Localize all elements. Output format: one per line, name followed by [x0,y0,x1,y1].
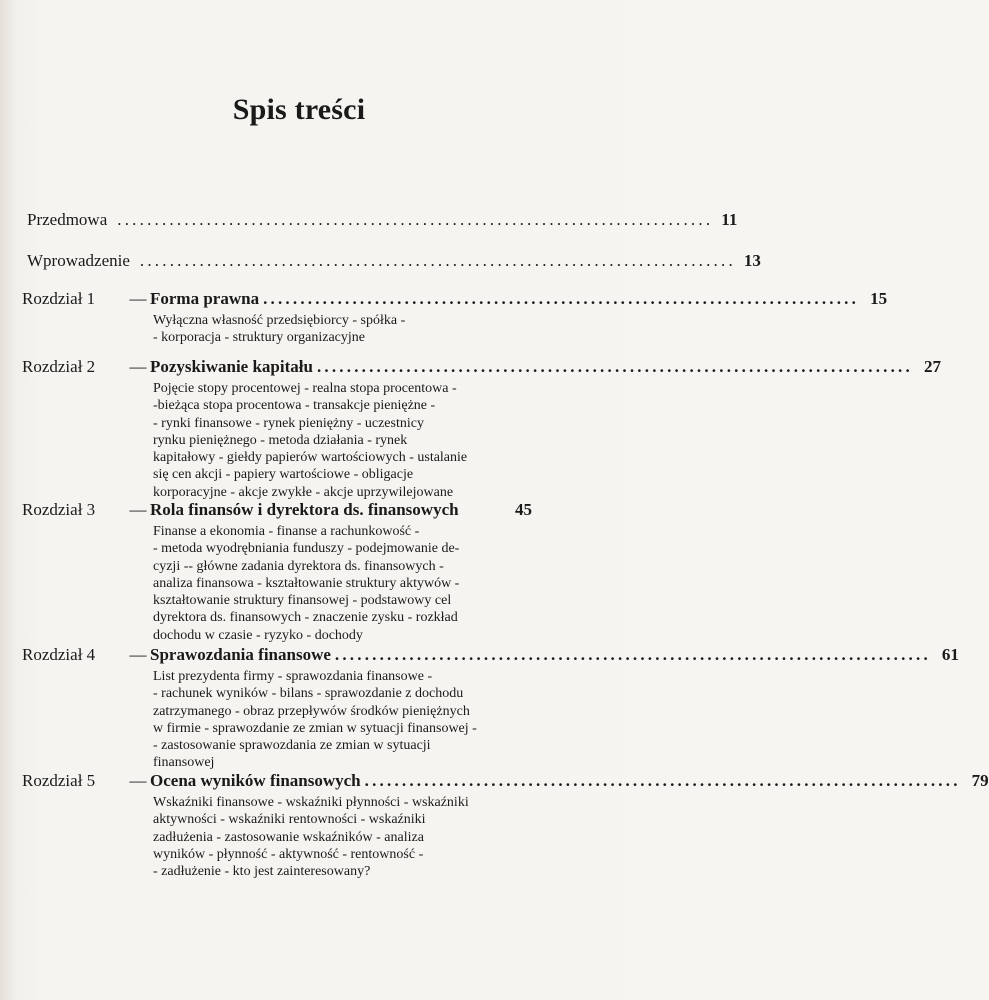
chapter-page: 27 [923,357,941,376]
toc-chapter-5 [22,771,989,880]
description-line: -bieżąca stopa procentowa - transakcje pieniężne - [153,398,436,414]
leader-dots: ................................................................................ [117,210,714,229]
description-line: zadłużenia - zastosowanie wskaźników - analiza [153,829,424,845]
chapter-description [153,380,499,501]
description-line: - zastosowanie sprawozdania ze zmian w sytuacji [153,738,431,754]
description-line: - metoda wyodrębniania funduszy - podejmowanie de- [153,541,460,557]
description-line: dyrektora ds. finansowych - znaczenie zysku - rozkład [153,610,458,626]
leader-dots: ................................................................................ [263,289,860,308]
description-line: Pojęcie stopy procentowej - realna stopa procentowa - [153,381,457,396]
description-line: wyników - płynność - aktywność - rentowność - [153,846,424,862]
description-line: w firmie - sprawozdanie ze zmian w sytuacji finansowej - [153,720,477,736]
description-line: finansowej [153,755,215,771]
description-line: - rachunek wyników - bilans - sprawozdanie z dochodu [153,686,464,702]
description-line: się cen akcji - papiery wartościowe - obligacje [153,467,414,483]
toc-chapter-2 [22,357,941,501]
chapter-title: Ocena wyników finansowych [150,771,361,790]
description-line: - korporacja - struktury organizacyjne [153,330,365,346]
chapter-dash: — [129,289,147,308]
toc-entry-przedmowa [27,210,738,230]
chapter-description [153,523,499,644]
chapter-title: Forma prawna [150,289,260,308]
description-line: Wskaźniki finansowe - wskaźniki płynności - wskaźniki [153,795,469,810]
description-line: Finanse a ekonomia - finanse a rachunkowość - [153,524,420,539]
entry-page: 13 [743,251,761,270]
description-line: kapitałowy - giełdy papierów wartościowych - ustalanie [153,450,468,466]
entry-label: Wprowadzenie [27,251,130,270]
chapter-description [153,794,499,880]
description-line: zatrzymanego - obraz przepływów środków pieniężnych [153,703,470,719]
chapter-page: 15 [870,289,888,308]
chapter-description [153,668,499,772]
chapter-dash: — [129,771,147,790]
toc-entry-wprowadzenie [27,251,761,271]
description-line: List prezydenta firmy - sprawozdania finansowe - [153,669,433,684]
chapter-label: Rozdział 5 [22,771,96,790]
chapter-description [153,312,499,347]
chapter-page: 61 [941,645,959,664]
entry-page: 11 [721,210,738,229]
leader-dots: ................................................................................ [316,357,913,376]
toc-chapter-4 [22,645,959,772]
page-title: Spis treści [232,93,366,126]
entry-label: Przedmowa [27,210,108,229]
chapter-label: Rozdział 2 [22,357,96,376]
chapter-title: Pozyskiwanie kapitału [150,357,313,376]
leader-dots: ................................................................................ [139,251,736,270]
chapter-label: Rozdział 1 [22,289,96,308]
chapter-dash: — [129,645,147,664]
chapter-dash: — [129,357,147,376]
chapter-label: Rozdział 3 [22,500,96,519]
description-line: korporacyjne - akcje zwykłe - akcje uprzywilejowane [153,484,454,500]
description-line: rynku pieniężnego - metoda działania - rynek [153,432,408,448]
toc-chapter-1 [22,289,888,347]
chapter-dash: — [129,500,147,519]
description-line: analiza finansowa - kształtowanie struktury aktywów - [153,575,460,591]
description-line: kształtowanie struktury finansowej - podstawowy cel [153,593,452,609]
description-line: dochodu w czasie - ryzyko - dochody [153,627,363,643]
description-line: cyzji -- główne zadania dyrektora ds. finansowych - [153,558,444,574]
description-line: - rynki finansowe - rynek pieniężny - uczestnicy [153,415,424,431]
description-line: Wyłączna własność przedsiębiorcy - spółka - [153,313,406,328]
chapter-page: 79 [971,771,989,790]
description-line: aktywności - wskaźniki rentowności - wskaźniki [153,812,426,828]
chapter-page: 45 [515,500,532,519]
chapter-title: Rola finansów i dyrektora ds. finansowych [150,500,459,519]
chapter-title: Sprawozdania finansowe [150,645,331,664]
toc-chapter-3 [22,500,532,644]
leader-dots: ................................................................................ [364,771,961,790]
description-line: - zadłużenie - kto jest zainteresowany? [153,864,371,880]
leader-dots: ................................................................................ [334,645,931,664]
chapter-label: Rozdział 4 [22,645,96,664]
